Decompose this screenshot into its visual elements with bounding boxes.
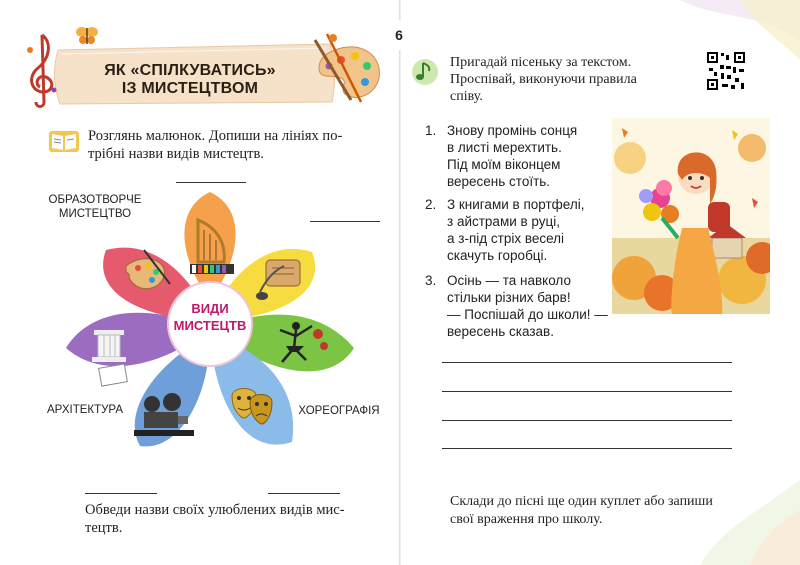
verse-line: стільки різних барв!: [447, 290, 571, 305]
bottom-line-2: свої враження про школу.: [450, 512, 603, 527]
answer-line-bottom-left[interactable]: [85, 493, 157, 494]
verse-line: Знову промінь сонця: [447, 123, 578, 138]
page-title: [60, 62, 320, 98]
verse-line: вересень сказав.: [447, 324, 554, 339]
verse-line: Під моїм віконцем: [447, 157, 561, 172]
verse-1-number: 1.: [425, 123, 437, 138]
open-book-icon: [48, 128, 80, 154]
verse-2-number: 2.: [425, 197, 437, 212]
verse-line: в листі мерехтить.: [447, 140, 562, 155]
writing-line-4[interactable]: [442, 448, 732, 449]
writing-line-1[interactable]: [442, 362, 732, 363]
verse-line: Осінь — та навколо: [447, 273, 571, 288]
treble-clef-icon: [22, 30, 62, 110]
task2-text: [85, 501, 383, 537]
butterfly-icon: [74, 24, 100, 46]
bottom-task-text: [450, 493, 735, 529]
verse-line: скачуть горобці.: [447, 248, 548, 263]
task2-line-2: тецтв.: [85, 520, 123, 536]
task1-text: [88, 127, 388, 163]
intro-line-3: співу.: [450, 89, 483, 104]
page-number: 6: [385, 20, 413, 50]
music-note-icon: [410, 57, 440, 87]
label-fine-art-line-1: ОБРАЗОТВОРЧЕ: [48, 194, 142, 206]
center-line-2: МИСТЕЦТВ: [173, 318, 247, 333]
answer-line-top[interactable]: [176, 182, 246, 183]
verse-line: а з-під стріх веселі: [447, 231, 565, 246]
bottom-line-1: Склади до пісні ще один куплет або запиши: [450, 494, 713, 509]
verse-line: — Поспішай до школи! —: [447, 307, 608, 322]
verse-line: З книгами в портфелі,: [447, 197, 585, 212]
title-line-1: ЯК «СПІЛКУВАТИСЬ»: [104, 62, 276, 79]
label-fine-art-line-2: МИСТЕЦТВО: [58, 208, 132, 220]
answer-line-top-right[interactable]: [310, 221, 380, 222]
verse-line: вересень стоїть.: [447, 174, 551, 189]
task2-line-1: Обведи назви своїх улюблених видів мис-: [85, 502, 345, 518]
writing-line-3[interactable]: [442, 420, 732, 421]
flower-center-label: [160, 300, 260, 334]
girl-with-flowers-illustration: [612, 118, 770, 314]
book-spine: [399, 0, 401, 565]
label-choreography: ХОРЕОГРАФІЯ: [298, 405, 380, 417]
intro-line-1: Пригадай пісеньку за текстом.: [450, 55, 632, 70]
verse-line: з айстрами в руці,: [447, 214, 561, 229]
task1-line-2: трібні назви видів мистецтв.: [88, 146, 264, 162]
song-intro: [450, 54, 637, 105]
answer-line-bottom-right[interactable]: [268, 493, 340, 494]
title-line-2: ІЗ МИСТЕЦТВОМ: [121, 80, 259, 97]
label-architecture: АРХІТЕКТУРА: [47, 404, 123, 416]
qr-code[interactable]: [706, 51, 746, 91]
label-fine-art: [40, 193, 150, 221]
center-line-1: ВИДИ: [191, 301, 229, 316]
intro-line-2: Проспівай, виконуючи правила: [450, 72, 637, 87]
verse-3-number: 3.: [425, 273, 437, 288]
task1-line-1: Розглянь малюнок. Допиши на лініях по-: [88, 128, 343, 144]
writing-line-2[interactable]: [442, 391, 732, 392]
